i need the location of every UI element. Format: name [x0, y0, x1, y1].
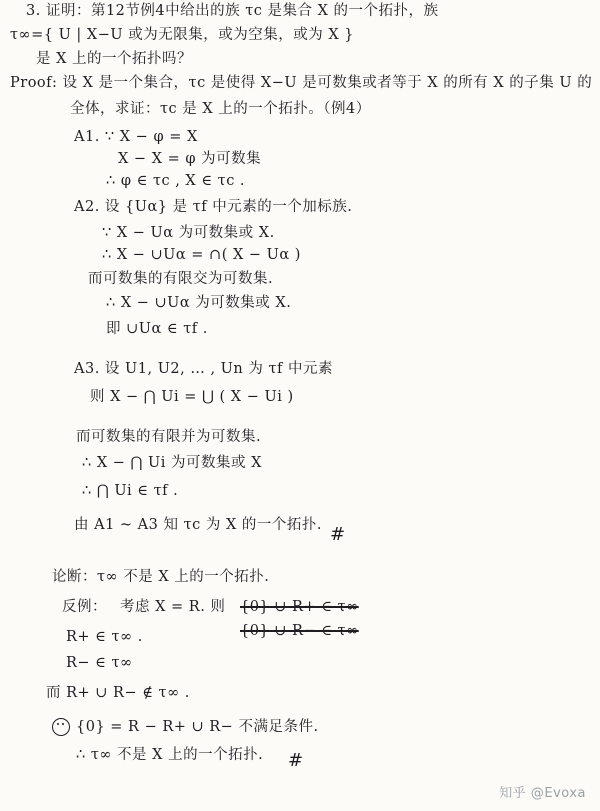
a1-line-3: ∴ φ ∈ τc , X ∈ τc . [106, 173, 246, 189]
proof-line-1: Proof: 设 X 是一个集合，τc 是使得 X−U 是可数集或者等于 X 的所有 X 的子集 U 的 [10, 75, 593, 91]
a2-line-3: ∴ X − ∪Uα = ∩( X − Uα ) [102, 247, 301, 263]
rplus-line: R+ ∈ τ∞ . [66, 629, 143, 645]
a3-line-4: ∴ X − ⋂ Ui 为可数集或 X [82, 455, 262, 471]
a2-line-6: 即 ∪Uα ∈ τf . [106, 321, 208, 337]
a2-line-2: ∵ X − Uα 为可数集或 X. [102, 225, 275, 241]
struck-out-line-1: {0} ∪ R+ ∈ τ∞ [240, 599, 359, 615]
a2-line-4: 而可数集的有限交为可数集. [88, 271, 274, 287]
problem-line-3: 是 X 上的一个拓扑吗？ [36, 51, 193, 67]
union-line: 而 R+ ∪ R− ∉ τ∞ . [46, 685, 190, 701]
smiley-icon [52, 718, 70, 736]
a3-line-1: A3. 设 U1, U2, … , Un 为 τf 中元素 [74, 361, 333, 377]
a2-line-1: A2. 设 {Uα} 是 τf 中元素的一个加标族. [74, 199, 353, 215]
final-line: ∴ τ∞ 不是 X 上的一个拓扑. [76, 747, 264, 763]
zero-set-line: {0} = R − R+ ∪ R− 不满足条件. [76, 719, 319, 735]
struck-out-line-2: {0} ∪ R− ∈ τ∞ [240, 623, 359, 639]
counterexample-label: 反例： [62, 599, 107, 615]
conclusion-line: 由 A1 ~ A3 知 τc 为 X 的一个拓扑. [74, 517, 322, 533]
proof-line-2: 全体，求证：τc 是 X 上的一个拓扑。（例4） [70, 101, 371, 117]
claim-line: 论断：τ∞ 不是 X 上的一个拓扑. [52, 569, 270, 585]
problem-line-1: 3. 证明：第12节例4中给出的族 τc 是集合 X 的一个拓扑，族 [26, 3, 439, 19]
a2-line-5: ∴ X − ∪Uα 为可数集或 X. [106, 295, 292, 311]
a3-line-5: ∴ ⋂ Ui ∈ τf . [82, 483, 179, 499]
end-mark-2: # [288, 750, 304, 771]
watermark: 知乎 @Evoxa [499, 786, 586, 801]
a3-line-2: 则 X − ⋂ Ui = ⋃ ( X − Ui ) [90, 389, 294, 405]
a3-line-3: 而可数集的有限并为可数集. [76, 429, 262, 445]
rminus-line: R− ∈ τ∞ [66, 655, 133, 671]
counterexample-consider: 考虑 X = R. 则 [120, 599, 226, 615]
a1-line-2: X − X = φ 为可数集 [118, 151, 262, 167]
a1-line-1: A1. ∵ X − φ = X [74, 129, 198, 145]
end-mark-1: # [330, 524, 346, 545]
problem-line-2: τ∞={ U | X−U 或为无限集，或为空集，或为 X } [10, 27, 354, 43]
